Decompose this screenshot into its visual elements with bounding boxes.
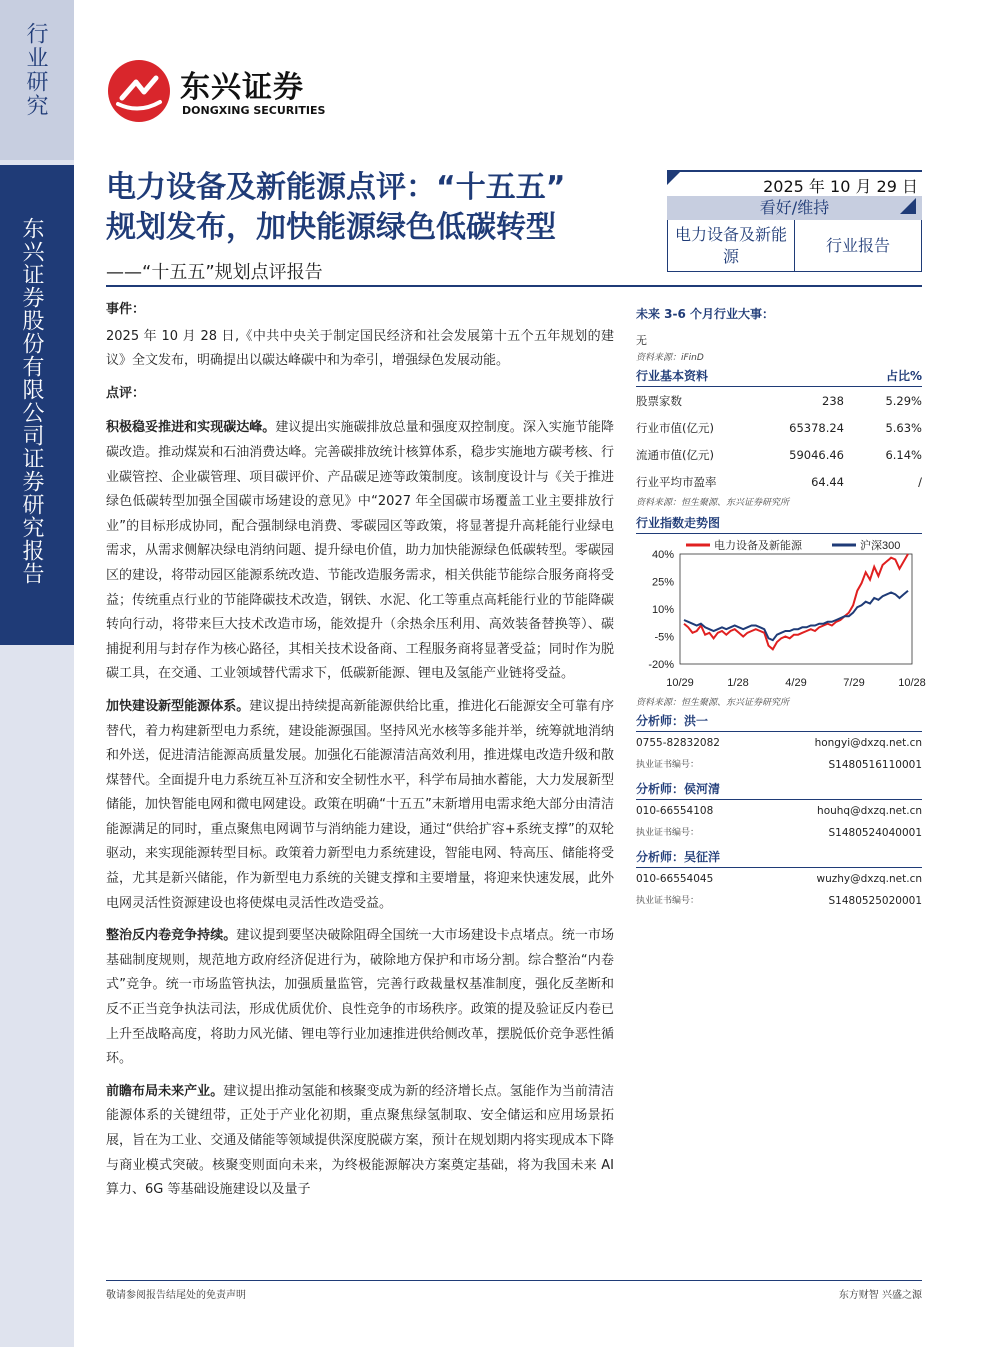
analyst-heading: 分析师：洪一: [636, 712, 922, 732]
index-trend-chart: [636, 534, 926, 692]
y-tick-label: 40%: [651, 549, 674, 561]
report-title-line2: 规划发布，加快能源绿色低碳转型: [106, 210, 556, 245]
report-meta-cells: [667, 220, 922, 272]
basic-info-value: 65378.24: [789, 420, 844, 435]
industry-cell: 电力设备及新能源: [674, 224, 787, 266]
analyst-cert-label: 执业证书编号：: [636, 896, 700, 906]
logo-text-en: DONGXING SECURITIES: [182, 104, 326, 117]
basic-info-pct: 6.14%: [885, 447, 922, 462]
analyst-heading: 分析师：吴征洋: [636, 848, 922, 868]
analyst-cert-number: S1480516110001: [828, 759, 922, 771]
analyst-cert-number: S1480525020001: [828, 895, 922, 907]
analyst-cert-row: [636, 754, 922, 776]
y-tick-label: -20%: [648, 659, 674, 671]
company-logo: [106, 58, 366, 124]
events-heading: 未来 3-6 个月行业大事：: [636, 307, 775, 321]
basic-info-value: 238: [822, 393, 844, 408]
x-tick-label: 10/28: [898, 677, 926, 689]
paragraph-energy-system-lead: 加快建设新型能源体系。: [106, 698, 250, 714]
report-title: [106, 168, 646, 248]
analyst-cert-number: S1480524040001: [828, 827, 922, 839]
analyst-contact-row: [636, 732, 922, 754]
analyst-phone: 0755-82832082: [636, 737, 720, 749]
chart-header: [636, 514, 922, 534]
sidebar-company-label: 东兴证券股份有限公司证券研究报告: [19, 217, 44, 585]
analyst-cert-label: 执业证书编号：: [636, 828, 700, 838]
paragraph-carbon-peak-lead: 积极稳妥推进和实现碳达峰。: [106, 420, 276, 436]
basic-info-value: 59046.46: [789, 447, 844, 462]
logo-text-cn: 东兴证券: [180, 70, 304, 105]
basic-info-label: 行业平均市盈率: [636, 474, 717, 489]
series-line: [684, 554, 908, 649]
analyst-contact-row: [636, 868, 922, 890]
side-panel: [636, 305, 926, 912]
paragraph-energy-system-text: 建议提出持续提高新能源供给比重，推进化石能源安全可靠有序替代，着力构建新型电力系统，建设能源强国。坚持风光水核等多能并举，统筹就地消纳和外送，促进清洁能源高质量发展。加强化石能源清洁高效利用，推进煤电改造升级和散煤替代。全面提升电力系统互补互济和安全韧性水平，科学布局抽水蓄能，大力发展新型储能，加快智能电网和微电网建设。政策在明确“十五五”末新增用电需求绝大部分由清洁能源满足的同时，重点聚焦电网调节与消纳能力建设，通过“供给扩容+系统支撑”的双轮驱动，来实现能源转型目标。政策着力新型电力系统建设，智能电网、特高压、储能将受益，尤其是新兴储能，作为新型电力系统的关键支撑和主要增量，将迎来快速发展，此外电网灵活性资源建设也将使煤电灵活性改造受益。: [106, 698, 614, 911]
analyst-email[interactable]: hongyi@dxzq.net.cn: [814, 737, 922, 749]
y-tick-label: 25%: [651, 576, 674, 589]
events-source: 资料来源：iFinD: [636, 353, 704, 363]
basic-info-row: [636, 441, 922, 468]
analyst-email[interactable]: wuzhy@dxzq.net.cn: [816, 873, 922, 885]
basic-info-row: [636, 414, 922, 441]
basic-info-pct-heading: 占比%: [885, 369, 922, 383]
paragraph-anti-involution-lead: 整治反内卷竞争持续。: [106, 928, 237, 944]
paragraph-anti-involution-text: 建议提到要坚决破除阻碍全国统一大市场建设卡点堵点。统一市场基础制度规则，规范地方政府经济促进行为，破除地方保护和市场分割。综合整治“内卷式”竞争。统一市场监管执法，加强质量监管，完善行政裁量权基准制度，强化反垄断和反不正当竞争执法司法，形成优质优价、良性竞争的市场秩序。政策的提及验证反内卷已上升至战略高度，将助力风光储、锂电等行业加速推进供给侧改革，摆脱低价竞争恶性循环。: [106, 928, 614, 1067]
y-tick-label: 10%: [651, 604, 674, 616]
report-title-line1: 电力设备及新能源点评：“十五五”: [106, 170, 566, 205]
event-heading: 事件：: [106, 302, 146, 317]
rating-triangle-icon: [900, 198, 916, 214]
report-subtitle: ——“十五五”规划点评报告: [106, 262, 323, 283]
chart-heading: 行业指数走势图: [636, 516, 721, 530]
basic-info-pct: 5.29%: [885, 393, 922, 408]
paragraph-anti-involution: [106, 924, 614, 1072]
sidebar-category-label: 行业研究: [23, 22, 48, 118]
rating-badge: 看好/维持: [667, 196, 922, 220]
x-tick-label: 1/28: [727, 677, 749, 689]
sidebar-category-block: [0, 0, 74, 160]
basic-info-row: [636, 387, 922, 414]
x-tick-label: 7/29: [843, 677, 865, 689]
x-tick-label: 10/29: [666, 677, 694, 689]
basic-info-source: 资料来源：恒生聚源、东兴证券研究所: [636, 498, 790, 508]
analyst-cert-row: [636, 890, 922, 912]
events-value: 无: [636, 334, 647, 347]
analyst-contact-row: [636, 800, 922, 822]
analyst-phone: 010-66554108: [636, 805, 714, 817]
legend-label: 电力设备及新能源: [714, 540, 802, 552]
event-paragraph: 2025 年 10 月 28 日,《中共中央关于制定国民经济和社会发展第十五个五年规划的建议》全文发布，明确提出以碳达峰碳中和为牵引，增强绿色发展动能。: [106, 328, 614, 369]
x-tick-label: 4/29: [785, 677, 807, 689]
legend-label: 沪深300: [860, 540, 901, 552]
analyst-email[interactable]: houhq@dxzq.net.cn: [817, 805, 922, 817]
analyst-cert-label: 执业证书编号：: [636, 760, 700, 770]
report-type-cell: 行业报告: [794, 220, 921, 271]
basic-info-label: 行业市值(亿元): [636, 420, 714, 435]
main-content: [106, 298, 614, 1203]
paragraph-carbon-peak: [106, 416, 614, 687]
basic-info-label: 股票家数: [636, 393, 682, 408]
analyst-cert-row: [636, 822, 922, 844]
analyst-list: [636, 712, 922, 912]
basic-info-label: 流通市值(亿元): [636, 447, 714, 462]
basic-info-table: [636, 387, 922, 495]
sidebar-company-block: [0, 165, 74, 645]
left-sidebar: [0, 0, 74, 1347]
footer-divider: [106, 1280, 922, 1281]
paragraph-future-industry-text: 建议提出推动氢能和核聚变成为新的经济增长点。氢能作为当前清洁能源体系的关键纽带，正处于产业化初期，重点聚焦绿氢制取、安全储运和应用场景拓展，旨在为工业、交通及储能等领域提供深度脱碳方案，预计在规划期内将实现成本下降与商业模式突破。核聚变则面向未来，为终极能源解决方案奠定基础，将为我国未来 AI 算力、6G 等基础设施建设以及量子: [106, 1083, 614, 1198]
chart-source: 资料来源：恒生聚源、东兴证券研究所: [636, 698, 790, 708]
paragraph-carbon-peak-text: 建议提出实施碳排放总量和强度双控制度。深入实施节能降碳改造。推动煤炭和石油消费达峰。完善碳排放统计核算体系，稳步实施地方碳考核、行业碳管控、企业碳管理、项目碳评价、产品碳足迹等政策制度。该制度设计与《关于推进绿色低碳转型加强全国碳市场建设的意见》中“2027 年全国碳市场覆盖工业主要排放行业”的目标形成协同，配合强制绿电消费、零碳园区等政策，将显著提升高耗能行业绿电需求，从需求侧解决绿电消纳问题、提升绿电价值，助力加快能源绿色低碳转型。零碳园区的建设，将带动园区能源系统改造、节能改造服务需求，相关供能节能综合服务商将受益；传统重点行业的节能降碳技术改造，钢铁、水泥、化工等重点高耗能行业的节能降碳转向行动，将带来巨大技术改造市场，能效提升（余热余压利用、高效装备替换等）、碳捕捉利用与封存作为核心路径，其相关技术设备商、工程服务商将显著受益；同时作为脱碳工具，在交通、工业领域替代需求下，低碳新能源、锂电及氢能产业链将受益。: [106, 420, 614, 682]
basic-info-row: [636, 468, 922, 495]
chart-frame: [680, 554, 912, 664]
footer-disclaimer: 敬请参阅报告结尾处的免责声明: [106, 1290, 246, 1301]
header-divider: [106, 285, 922, 287]
footer-slogan: 东方财智 兴盛之源: [838, 1290, 922, 1301]
paragraph-future-industry: [106, 1080, 614, 1203]
basic-info-pct: 5.63%: [885, 420, 922, 435]
paragraph-energy-system: [106, 695, 614, 916]
logo-mark-icon: [106, 58, 172, 124]
basic-info-header: [636, 367, 922, 387]
basic-info-heading: 行业基本资料: [636, 369, 709, 383]
basic-info-value: 64.44: [811, 474, 844, 489]
analyst-phone: 010-66554045: [636, 873, 714, 885]
comment-heading: 点评：: [106, 385, 146, 401]
analyst-heading: 分析师：侯河清: [636, 780, 922, 800]
y-tick-label: -5%: [654, 631, 674, 644]
basic-info-pct: /: [918, 474, 922, 489]
paragraph-future-industry-lead: 前瞻布局未来产业。: [106, 1083, 224, 1099]
report-date: 2025 年 10 月 29 日: [667, 170, 922, 196]
